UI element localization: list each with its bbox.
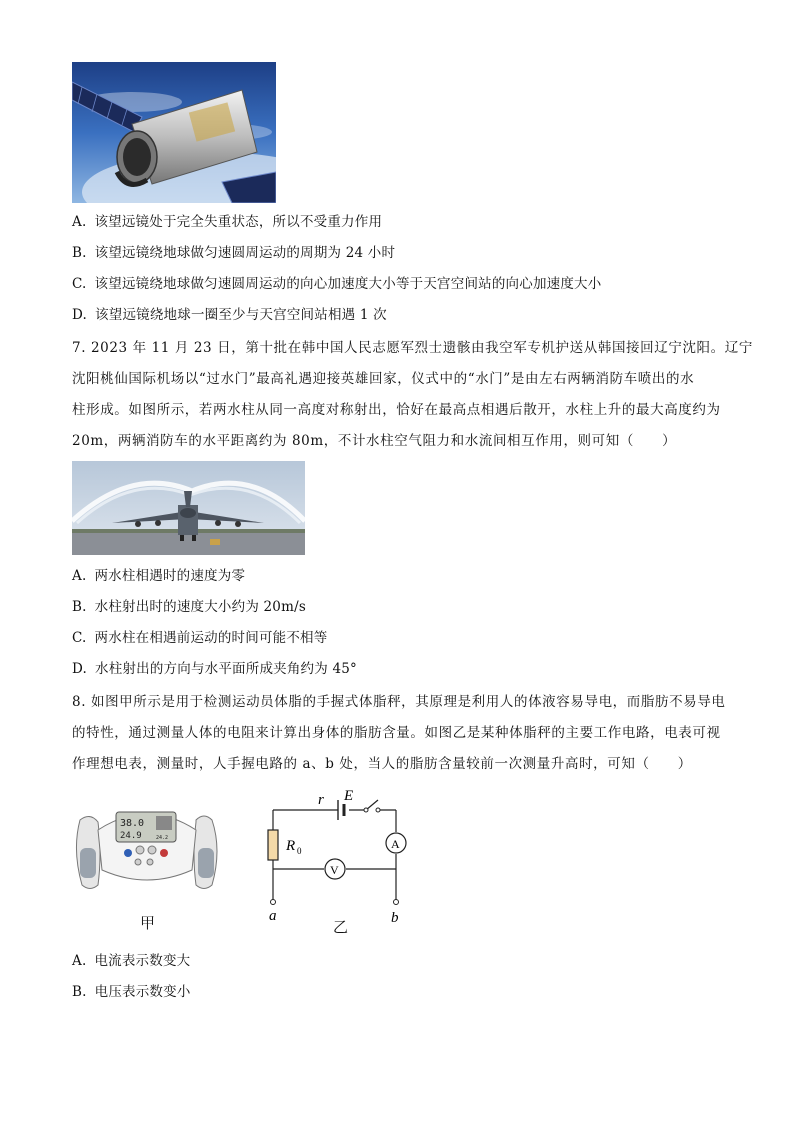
option-letter: C. bbox=[72, 276, 87, 292]
q8-stem-line-2: 的特性，通过测量人体的电阻来计算出身体的脂肪含量。如图乙是某种体脂秤的主要工作电路，电表可视 bbox=[72, 725, 721, 741]
q7-stem-line-3: 柱形成。如图所示，若两水柱从同一高度对称射出，恰好在最高点相遇后散开，水柱上升的最大高度约为 bbox=[72, 402, 721, 418]
option-letter: D. bbox=[72, 307, 88, 323]
caption-yi: 乙 bbox=[333, 918, 349, 936]
label-R0-sub: 0 bbox=[297, 846, 302, 856]
scale-display-small: 24.2 bbox=[156, 835, 169, 841]
satellite-image bbox=[72, 62, 276, 203]
q7-stem-line-2: 沈阳桃仙国际机场以“过水门”最高礼遇迎接英雄回家，仪式中的“水门”是由左右两辆消防车喷出的水 bbox=[72, 371, 695, 387]
q8-option-a[interactable] bbox=[72, 951, 190, 971]
option-text: 两水柱在相遇前运动的时间可能不相等 bbox=[94, 630, 328, 646]
body-fat-scale-image bbox=[72, 800, 222, 895]
label-r: r bbox=[318, 792, 324, 808]
plane-illustration bbox=[72, 461, 305, 555]
q6-option-b[interactable] bbox=[72, 243, 395, 263]
scale-display-mid: 24.9 bbox=[120, 831, 142, 841]
option-text: 两水柱相遇时的速度为零 bbox=[94, 568, 246, 584]
label-a: a bbox=[269, 908, 277, 924]
option-text: 该望远镜绕地球做匀速圆周运动的向心加速度大小等于天宫空间站的向心加速度大小 bbox=[94, 276, 602, 292]
q8-option-b[interactable] bbox=[72, 982, 191, 1002]
option-text: 水柱射出时的速度大小约为 20m/s bbox=[94, 599, 306, 615]
option-text: 电压表示数变小 bbox=[94, 984, 191, 1000]
option-letter: B. bbox=[72, 245, 87, 261]
q7-option-a[interactable] bbox=[72, 566, 245, 586]
label-E: E bbox=[344, 788, 354, 804]
q7-stem-line-4: 20m，两辆消防车的水平距离约为 80m，不计水柱空气阻力和水流间相互作用，则可知（ ） bbox=[72, 433, 677, 449]
option-letter: D. bbox=[72, 661, 88, 677]
option-letter: A. bbox=[72, 214, 87, 230]
option-text: 水柱射出的方向与水平面所成夹角约为 45° bbox=[95, 661, 357, 677]
q8-stem-line-3: 作理想电表，测量时，人手握电路的 a、b 处，当人的脂肪含量较前一次测量升高时，可知（ ） bbox=[72, 756, 692, 772]
q7-option-c[interactable] bbox=[72, 628, 327, 648]
option-letter: A. bbox=[72, 568, 87, 584]
scale-display-top: 38.0 bbox=[120, 818, 145, 829]
q6-option-c[interactable] bbox=[72, 274, 601, 294]
option-letter: A. bbox=[72, 953, 87, 969]
q8-stem-line-1: 8. 如图甲所示是用于检测运动员体脂的手握式体脂秤，其原理是利用人的体液容易导电，而脂肪不易导电 bbox=[72, 694, 726, 710]
option-text: 该望远镜绕地球一圈至少与天宫空间站相遇 1 次 bbox=[95, 307, 387, 323]
option-letter: B. bbox=[72, 599, 87, 615]
q6-option-a[interactable] bbox=[72, 212, 382, 232]
satellite-illustration bbox=[72, 62, 276, 203]
label-b: b bbox=[391, 910, 399, 926]
q7-option-d[interactable] bbox=[72, 659, 357, 679]
q7-stem-line-1: 7. 2023 年 11 月 23 日，第十批在韩中国人民志愿军烈士遗骸由我空军专机护送从韩国接回辽宁沈阳。辽宁 bbox=[72, 340, 753, 356]
caption-jia: 甲 bbox=[140, 914, 156, 932]
label-V: V bbox=[330, 863, 339, 877]
option-text: 该望远镜处于完全失重状态，所以不受重力作用 bbox=[94, 214, 383, 230]
scale-illustration bbox=[72, 800, 222, 895]
label-R0: R bbox=[286, 838, 296, 854]
q7-option-b[interactable] bbox=[72, 597, 306, 617]
q6-option-d[interactable] bbox=[72, 305, 387, 325]
plane-image bbox=[72, 461, 305, 555]
label-A: A bbox=[391, 837, 400, 851]
option-letter: C. bbox=[72, 630, 87, 646]
option-letter: B. bbox=[72, 984, 87, 1000]
option-text: 该望远镜绕地球做匀速圆周运动的周期为 24 小时 bbox=[94, 245, 396, 261]
option-text: 电流表示数变大 bbox=[94, 953, 191, 969]
